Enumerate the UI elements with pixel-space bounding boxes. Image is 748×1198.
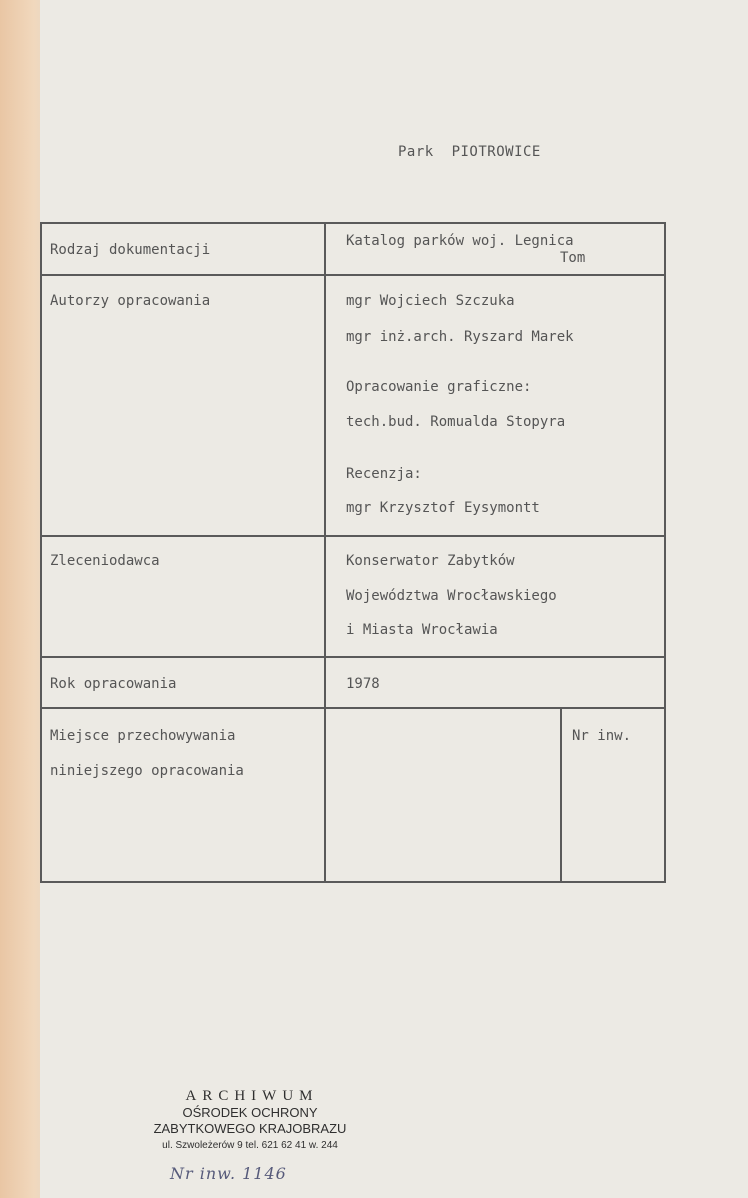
value-catalog: Katalog parków woj. Legnica — [346, 233, 574, 249]
table-rule — [40, 222, 666, 224]
commissioner-line: i Miasta Wrocławia — [346, 622, 498, 638]
value-volume: Tom — [560, 250, 586, 266]
stamp-line: OŚRODEK OCHRONY — [182, 1105, 318, 1120]
stamp-title: ARCHIWUM — [185, 1088, 319, 1104]
author-line: Opracowanie graficzne: — [346, 379, 532, 395]
author-line: Recenzja: — [346, 466, 422, 482]
table-rule — [40, 274, 666, 276]
label-storage-place-cont: niniejszego opracowania — [50, 763, 244, 779]
label-commissioner: Zleceniodawca — [50, 553, 160, 569]
stamp-address: ul. Szwoleżerów 9 tel. 621 62 41 w. 244 — [162, 1140, 338, 1151]
table-rule — [40, 707, 666, 709]
author-line: tech.bud. Romualda Stopyra — [346, 414, 566, 430]
table-rule — [664, 222, 666, 883]
label-documentation-type: Rodzaj dokumentacji — [50, 242, 211, 258]
label-storage-place: Miejsce przechowywania — [50, 728, 236, 744]
label-inventory-number: Nr inw. — [572, 728, 632, 744]
label-authors: Autorzy opracowania — [50, 293, 211, 309]
handwritten-inventory-note: Nr inw. 1146 — [170, 1164, 287, 1183]
table-rule — [40, 881, 666, 883]
author-line: mgr Krzysztof Eysymontt — [346, 500, 540, 516]
commissioner-line: Konserwator Zabytków — [346, 553, 515, 569]
value-year: 1978 — [346, 676, 380, 692]
table-rule — [560, 707, 562, 883]
archive-stamp — [150, 1088, 350, 1153]
page-title: Park PIOTROWICE — [398, 144, 541, 160]
table-rule — [40, 535, 666, 537]
label-year: Rok opracowania — [50, 676, 177, 692]
author-line: mgr Wojciech Szczuka — [346, 293, 515, 309]
stamp-line: ZABYTKOWEGO KRAJOBRAZU — [153, 1121, 347, 1136]
commissioner-line: Województwa Wrocławskiego — [346, 588, 557, 604]
table-rule — [324, 222, 326, 883]
table-rule — [40, 656, 666, 658]
table-rule — [40, 222, 42, 883]
author-line: mgr inż.arch. Ryszard Marek — [346, 329, 574, 345]
